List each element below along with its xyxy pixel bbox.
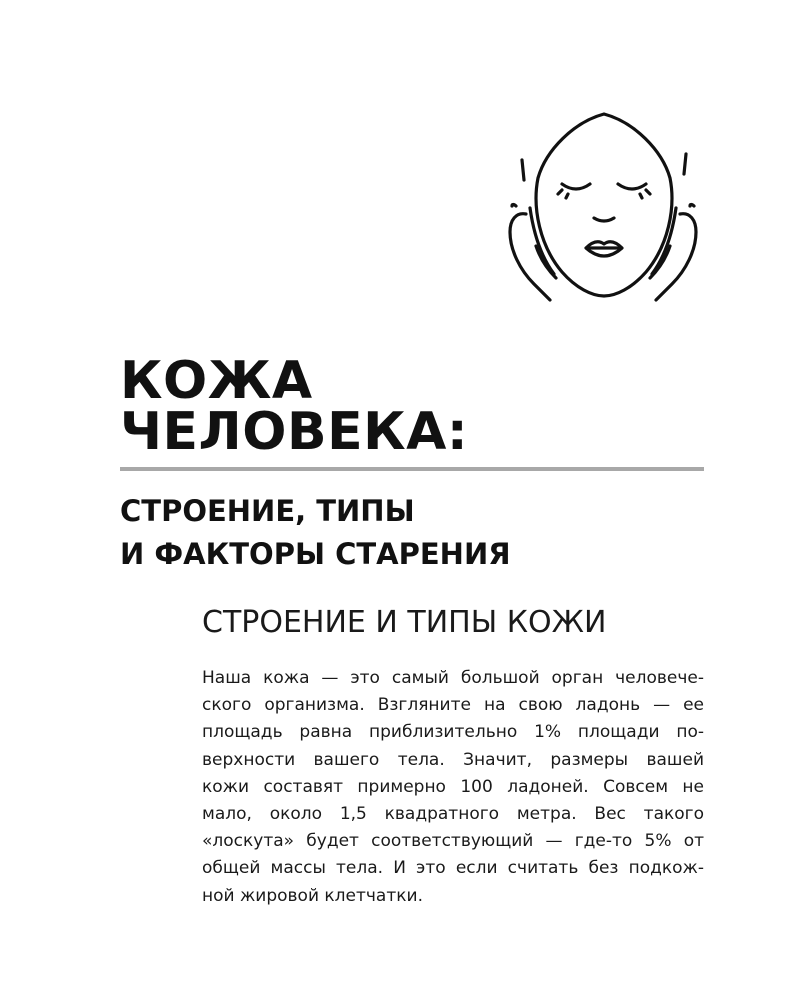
chapter-subtitle-line: И ФАКТОРЫ СТАРЕНИЯ [120,537,511,571]
chapter-title-line: ЧЕЛОВЕКА: [120,402,469,462]
chapter-subtitle-line: СТРОЕНИЕ, ТИПЫ [120,494,415,528]
chapter-subtitle [120,490,511,576]
paragraph-line: общей массы тела. И это если считать без подкож- [202,858,704,879]
paragraph-line: ского организма. Взгляните на свою ладонь — ее [202,695,704,716]
paragraph-line: Наша кожа — это самый большой орган человече- [202,668,704,688]
paragraph-line: мало, около 1,5 квадратного метра. Вес такого [202,804,704,825]
paragraph-line: «лоскута» будет соответствующий — где-то 5% от [202,831,704,852]
paragraph-line: кожи составят примерно 100 ладоней. Совсем не [202,776,704,797]
face-with-hands-icon [500,108,706,314]
paragraph-line: ной жировой клетчатки. [202,885,423,906]
right-eye-icon [618,184,646,189]
paragraph-line: верхности вашего тела. Значит, размеры вашей [202,749,704,770]
chapter-title [120,351,469,462]
paragraph-line: площадь равна приблизительно 1% площади по- [202,722,704,743]
chapter-title-line: КОЖА [120,351,313,411]
left-eye-icon [562,184,590,189]
body-paragraph [202,665,704,910]
title-divider [120,467,704,471]
section-heading: СТРОЕНИЕ И ТИПЫ КОЖИ [202,605,607,640]
